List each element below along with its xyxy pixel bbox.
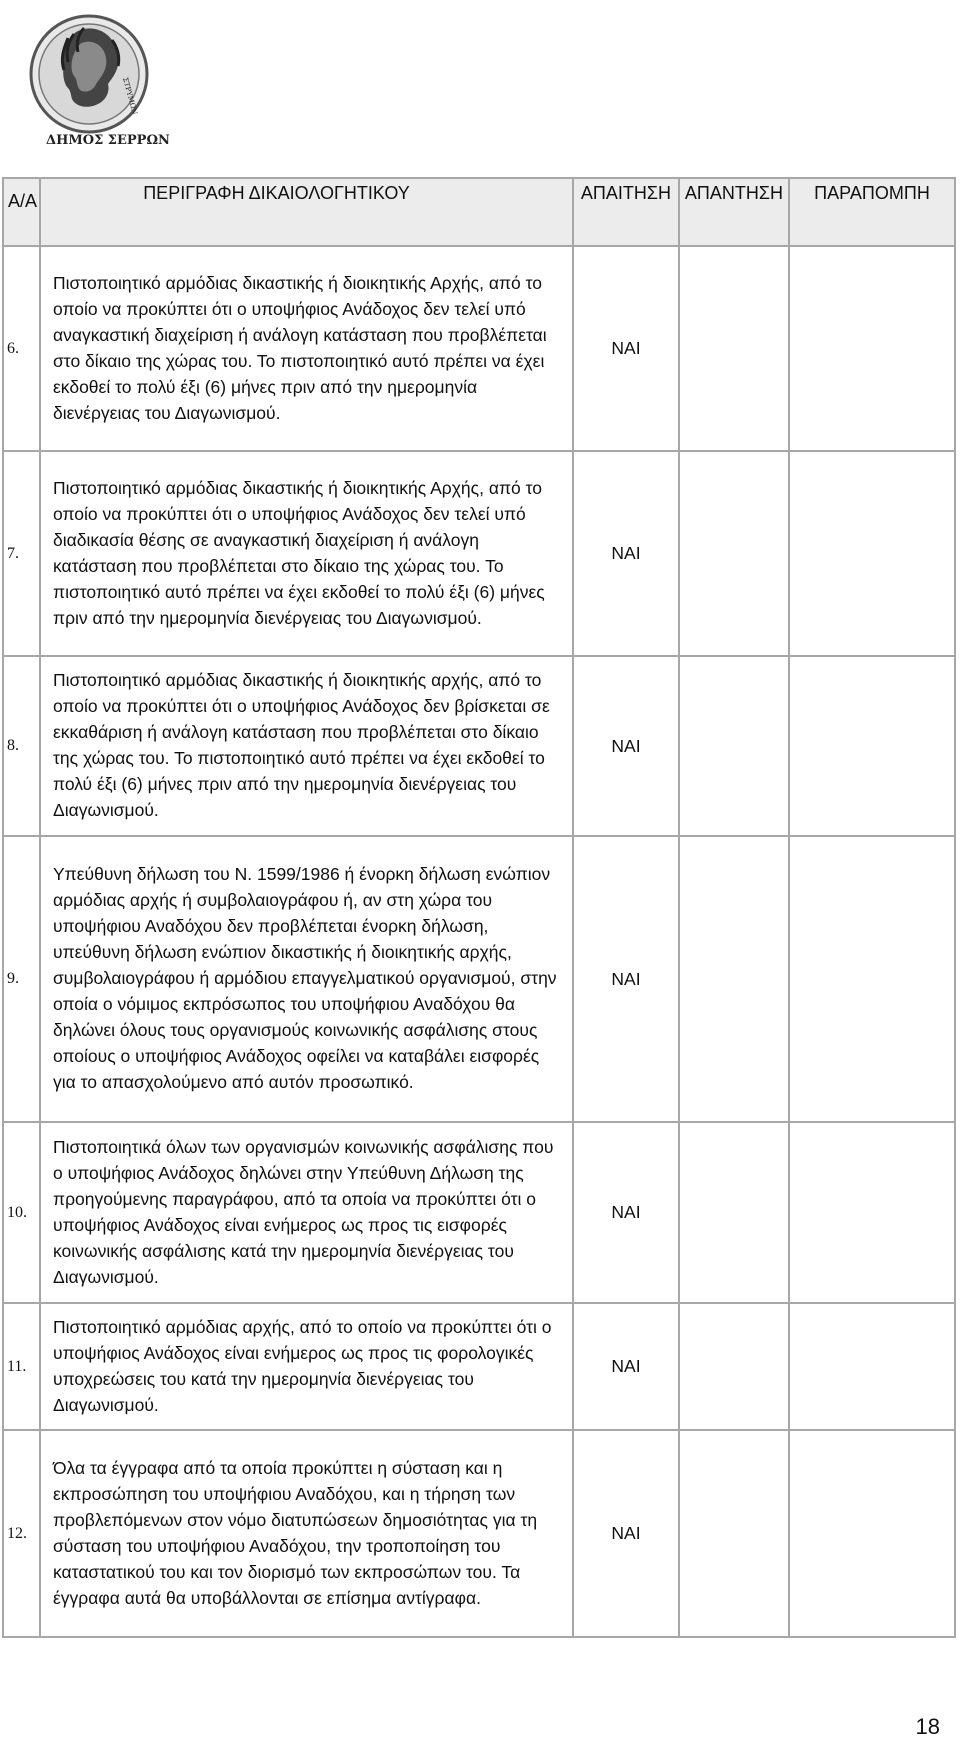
header-reference: ΠΑΡΑΠΟΜΠΗ bbox=[789, 178, 955, 246]
page-number: 18 bbox=[915, 1714, 940, 1739]
table-row bbox=[3, 451, 955, 656]
row-reference-cell[interactable] bbox=[789, 1122, 955, 1303]
row-description: Πιστοποιητικό αρμόδιας δικαστικής ή διοικητικής αρχής, από το οποίο να προκύπτει ότι ο υποψήφιος Ανάδοχος δεν βρίσκεται σε εκκαθάριση ή ανάλογη κατάσταση που προβλέπεται στο δίκαιο της χώρας του. Το πιστοποιητικό αυτό πρέπει να έχει εκδοθεί το πολύ έξι (6) μήνες πριν από την ημερομηνία διενέργειας του Διαγωνισμού. bbox=[40, 656, 573, 836]
row-requirement: ΝΑΙ bbox=[573, 451, 679, 656]
row-number: 8. bbox=[3, 656, 40, 836]
row-description: Πιστοποιητικά όλων των οργανισμών κοινωνικής ασφάλισης που ο υποψήφιος Ανάδοχος δηλώνει στην Υπεύθυνη Δήλωση της προηγούμενης παραγράφου, από τα οποία να προκύπτει ότι ο υποψήφιος Ανάδοχος είναι ενήμερος ως προς τις εισφορές κοινωνικής ασφάλισης κατά την ημερομηνία διενέργειας του Διαγωνισμού. bbox=[40, 1122, 573, 1303]
row-requirement: ΝΑΙ bbox=[573, 656, 679, 836]
row-answer-cell[interactable] bbox=[679, 451, 789, 656]
row-reference-cell[interactable] bbox=[789, 656, 955, 836]
row-reference-cell[interactable] bbox=[789, 451, 955, 656]
row-answer-cell[interactable] bbox=[679, 1122, 789, 1303]
header-answer: ΑΠΑΝΤΗΣΗ bbox=[679, 178, 789, 246]
table-row bbox=[3, 1122, 955, 1303]
row-reference-cell[interactable] bbox=[789, 246, 955, 451]
requirements-table bbox=[2, 177, 956, 1638]
row-number: 10. bbox=[3, 1122, 40, 1303]
row-description: Όλα τα έγγραφα από τα οποία προκύπτει η σύσταση και η εκπροσώπηση του υποψήφιου Αναδόχου, και η τήρηση των προβλεπόμενων στον νόμο διατυπώσεων δημοσιότητας για τη σύσταση του υποψήφιου Αναδόχου, την τροποποίηση του καταστατικού του και τον διορισμό των εκπροσώπων του. Τα έγγραφα αυτά θα υποβάλλονται σε επίσημα αντίγραφα. bbox=[40, 1430, 573, 1637]
row-description: Πιστοποιητικό αρμόδιας δικαστικής ή διοικητικής Αρχής, από το οποίο να προκύπτει ότι ο υποψήφιος Ανάδοχος δεν τελεί υπό αναγκαστική διαχείριση ή ανάλογη κατάσταση που προβλέπεται στο δίκαιο της χώρας του. Το πιστοποιητικό αυτό πρέπει να έχει εκδοθεί το πολύ έξι (6) μήνες πριν από την ημερομηνία διενέργειας του Διαγωνισμού. bbox=[40, 246, 573, 451]
row-answer-cell[interactable] bbox=[679, 1303, 789, 1430]
table-row bbox=[3, 836, 955, 1122]
row-answer-cell[interactable] bbox=[679, 836, 789, 1122]
row-number: 11. bbox=[3, 1303, 40, 1430]
row-description: Πιστοποιητικό αρμόδιας δικαστικής ή διοικητικής Αρχής, από το οποίο να προκύπτει ότι ο υποψήφιος Ανάδοχος δεν τελεί υπό διαδικασία θέσης σε αναγκαστική διαχείριση ή ανάλογη κατάσταση που προβλέπεται στο δίκαιο της χώρας του. Το πιστοποιητικό αυτό πρέπει να έχει εκδοθεί το πολύ έξι (6) μήνες πριν από την ημερομηνία διενέργειας του Διαγωνισμού. bbox=[40, 451, 573, 656]
row-number: 12. bbox=[3, 1430, 40, 1637]
row-answer-cell[interactable] bbox=[679, 1430, 789, 1637]
table-header-row bbox=[3, 178, 955, 246]
logo-lettering: ΔΗΜΟΣ ΣΕΡΡΩΝ bbox=[46, 133, 170, 148]
row-reference-cell[interactable] bbox=[789, 1430, 955, 1637]
row-requirement: ΝΑΙ bbox=[573, 1303, 679, 1430]
row-reference-cell[interactable] bbox=[789, 836, 955, 1122]
row-number: 6. bbox=[3, 246, 40, 451]
row-requirement: ΝΑΙ bbox=[573, 836, 679, 1122]
table-row bbox=[3, 1303, 955, 1430]
row-description: Πιστοποιητικό αρμόδιας αρχής, από το οποίο να προκύπτει ότι ο υποψήφιος Ανάδοχος είναι ενήμερος ως προς τις φορολογικές υποχρεώσεις του κατά την ημερομηνία διενέργειας του Διαγωνισμού. bbox=[40, 1303, 573, 1430]
svg-text:ΣΤΡΥΜΩΝ: ΣΤΡΥΜΩΝ bbox=[121, 76, 139, 116]
table-row bbox=[3, 246, 955, 451]
row-answer-cell[interactable] bbox=[679, 246, 789, 451]
row-description: Υπεύθυνη δήλωση του Ν. 1599/1986 ή ένορκη δήλωση ενώπιον αρμόδιας αρχής ή συμβολαιογράφου ή, αν στη χώρα του υποψήφιου Αναδόχου δεν προβλέπεται ένορκη δήλωση, υπεύθυνη δήλωση ενώπιον δικαστικής ή διοικητικής αρχής, συμβολαιογράφου ή αρμόδιου επαγγελματικού οργανισμού, στην οποία ο νόμιμος εκπρόσωπος του υποψήφιου Αναδόχου θα δηλώνει όλους τους οργανισμούς κοινωνικής ασφάλισης στους οποίους ο υποψήφιος Ανάδοχος οφείλει να καταβάλει εισφορές για το απασχολούμενο από αυτόν προσωπικό. bbox=[40, 836, 573, 1122]
row-reference-cell[interactable] bbox=[789, 1303, 955, 1430]
header-aa: Α/Α bbox=[3, 178, 40, 246]
row-requirement: ΝΑΙ bbox=[573, 246, 679, 451]
municipality-seal-logo bbox=[24, 4, 170, 164]
row-requirement: ΝΑΙ bbox=[573, 1122, 679, 1303]
row-number: 9. bbox=[3, 836, 40, 1122]
row-number: 7. bbox=[3, 451, 40, 656]
header-description: ΠΕΡΙΓΡΑΦΗ ΔΙΚΑΙΟΛΟΓΗΤΙΚΟΥ bbox=[40, 178, 573, 246]
row-requirement: ΝΑΙ bbox=[573, 1430, 679, 1637]
row-answer-cell[interactable] bbox=[679, 656, 789, 836]
table-row bbox=[3, 1430, 955, 1637]
table-row bbox=[3, 656, 955, 836]
header-requirement: ΑΠΑΙΤΗΣΗ bbox=[573, 178, 679, 246]
